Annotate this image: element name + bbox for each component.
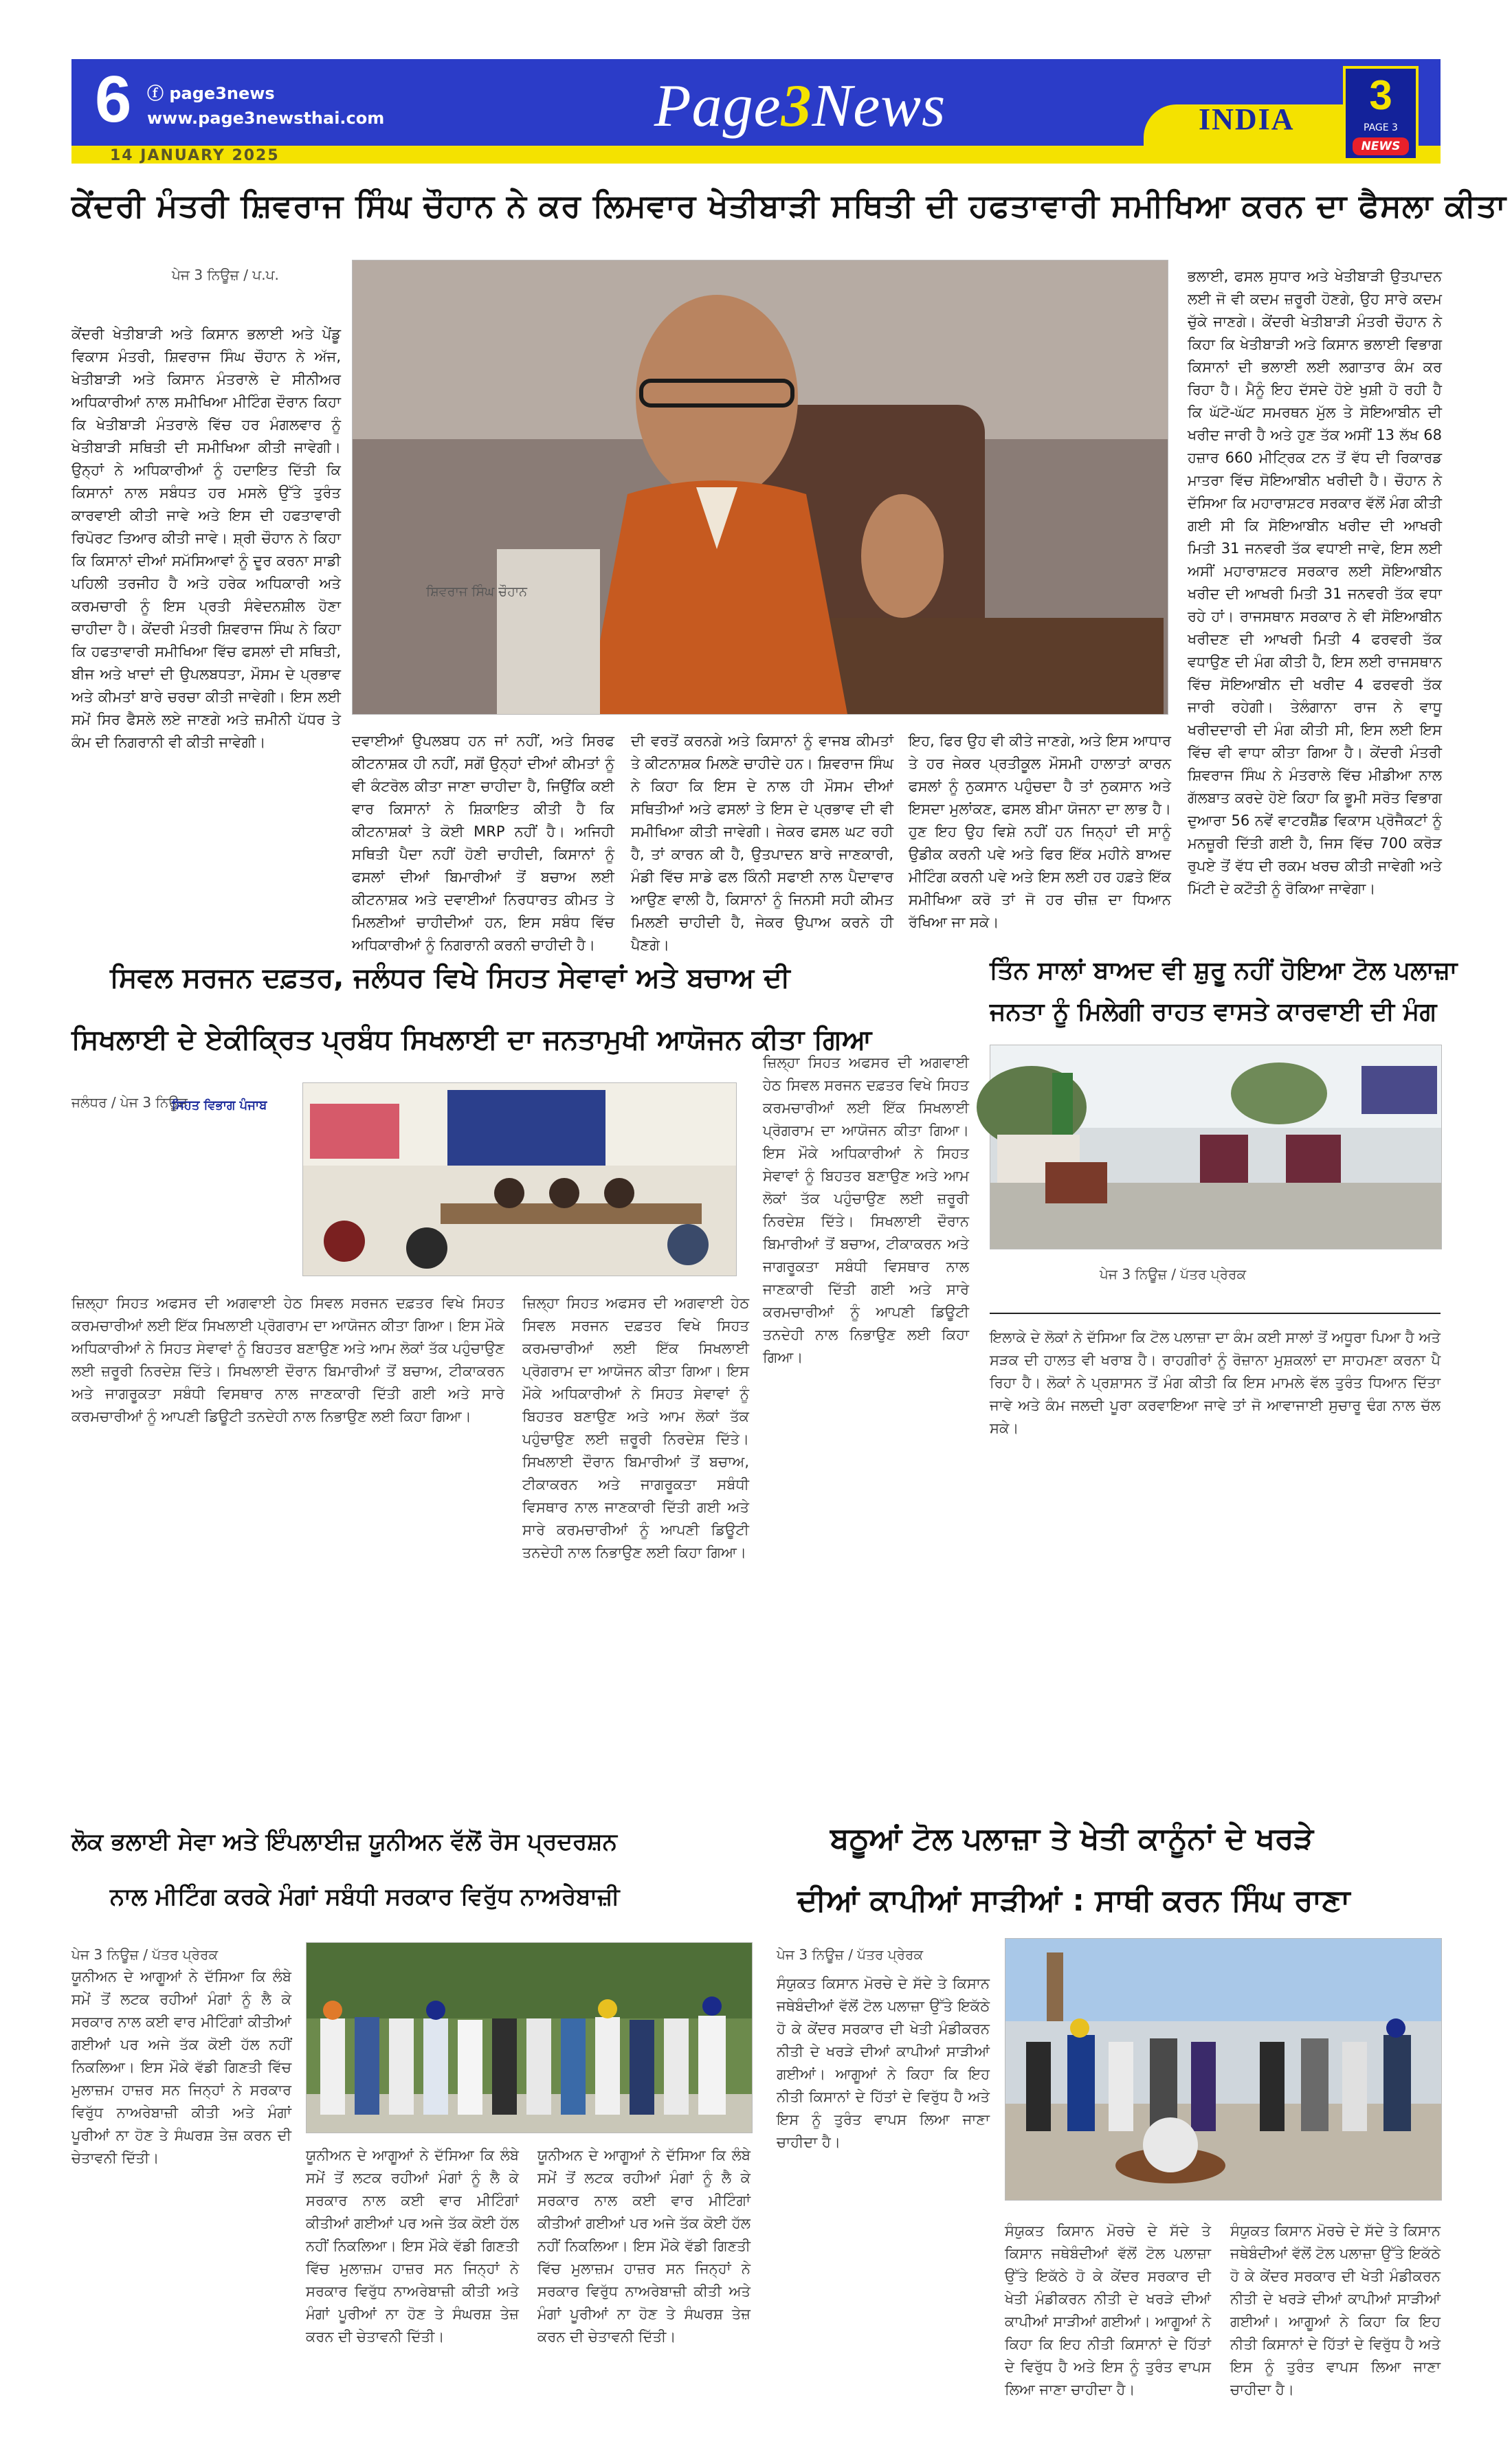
story-four-body-col3: ਯੂਨੀਅਨ ਦੇ ਆਗੂਆਂ ਨੇ ਦੱਸਿਆ ਕਿ ਲੰਬੇ ਸਮੇਂ ਤੋਂ ਲਟਕ ਰਹੀਆਂ ਮੰਗਾਂ ਨੂੰ ਲੈ ਕੇ ਸਰਕਾਰ ਨਾਲ ਕਈ ਵਾਰ ਮੀਟਿੰਗਾਂ ਕੀਤੀਆਂ ਗਈਆਂ ਪਰ ਅਜੇ ਤੱਕ ਕੋਈ ਹੱਲ ਨਹੀਂ ਨਿਕਲਿਆ। ਇਸ ਮੌਕੇ ਵੱਡੀ ਗਿਣਤੀ ਵਿੱਚ ਮੁਲਾਜ਼ਮ ਹਾਜ਼ਰ ਸਨ ਜਿਨ੍ਹਾਂ ਨੇ ਸਰਕਾਰ ਵਿਰੁੱਧ ਨਾਅਰੇਬਾਜ਼ੀ ਕੀਤੀ ਅਤੇ ਮੰਗਾਂ ਪੂਰੀਆਂ ਨਾ ਹੋਣ ਤੇ ਸੰਘਰਸ਼ ਤੇਜ਼ ਕਰਨ ਦੀ ਚੇਤਾਵਨੀ ਦਿੱਤੀ। — [537, 2147, 751, 2345]
masthead — [71, 59, 1441, 169]
facebook-icon: ⓕ — [147, 84, 170, 103]
story-two-banner-text: ਸਿਹਤ ਵਿਭਾਗ ਪੰਜਾਬ — [172, 1098, 267, 1113]
edition-label: INDIA — [1199, 102, 1295, 136]
main-col-5: ਭਲਾਈ, ਫਸਲ ਸੁਧਾਰ ਅਤੇ ਖੇਤੀਬਾੜੀ ਉਤਪਾਦਨ ਲਈ ਜੋ ਵੀ ਕਦਮ ਜ਼ਰੂਰੀ ਹੋਣਗੇ, ਉਹ ਸਾਰੇ ਕਦਮ ਚੁੱਕੇ ਜਾਣਗੇ। ਕੇਂਦਰੀ ਖੇਤੀਬਾੜੀ ਮੰਤਰੀ ਚੌਹਾਨ ਨੇ ਕਿਹਾ ਕਿ ਖੇਤੀਬਾੜੀ ਅਤੇ ਕਿਸਾਨ ਭਲਾਈ ਵਿਭਾਗ ਕਿਸਾਨਾਂ ਦੀ ਭਲਾਈ ਲਈ ਲਗਾਤਾਰ ਕੰਮ ਕਰ ਰਿਹਾ ਹੈ। ਮੈਨੂੰ ਇਹ ਦੱਸਦੇ ਹੋਏ ਖੁਸ਼ੀ ਹੋ ਰਹੀ ਹੈ ਕਿ ਘੱਟੋ-ਘੱਟ ਸਮਰਥਨ ਮੁੱਲ ਤੇ ਸੋਇਆਬੀਨ ਦੀ ਖਰੀਦ ਜਾਰੀ ਹੈ ਅਤੇ ਹੁਣ ਤੱਕ ਅਸੀਂ 13 ਲੱਖ 68 ਹਜ਼ਾਰ 660 ਮੀਟ੍ਰਿਕ ਟਨ ਤੋਂ ਵੱਧ ਦੀ ਰਿਕਾਰਡ ਮਾਤਰਾ ਵਿੱਚ ਸੋਇਆਬੀਨ ਖਰੀਦੀ ਹੈ। ਚੌਹਾਨ ਨੇ ਦੱਸਿਆ ਕਿ ਮਹਾਰਾਸ਼ਟਰ ਸਰਕਾਰ ਵੱਲੋਂ ਮੰਗ ਕੀਤੀ ਗਈ ਸੀ ਕਿ ਸੋਇਆਬੀਨ ਖਰੀਦ ਦੀ ਆਖਰੀ ਮਿਤੀ 31 ਜਨਵਰੀ ਤੱਕ ਵਧਾਈ ਜਾਵੇ, ਇਸ ਲਈ ਅਸੀਂ ਮਹਾਰਾਸ਼ਟਰ ਸਰਕਾਰ ਲਈ ਸੋਇਆਬੀਨ ਖਰੀਦ ਦੀ ਆਖਰੀ ਮਿਤੀ 31 ਜਨਵਰੀ ਤੱਕ ਵਧਾ ਰਹੇ ਹਾਂ। ਰਾਜਸਥਾਨ ਸਰਕਾਰ ਨੇ ਵੀ ਸੋਇਆਬੀਨ ਖਰੀਦਣ ਦੀ ਆਖਰੀ ਮਿਤੀ 4 ਫਰਵਰੀ ਤੱਕ ਵਧਾਉਣ ਦੀ ਮੰਗ ਕੀਤੀ ਹੈ, ਇਸ ਲਈ ਰਾਜਸਥਾਨ ਵਿੱਚ ਸੋਇਆਬੀਨ ਦੀ ਖਰੀਦ 4 ਫਰਵਰੀ ਤੱਕ ਜਾਰੀ ਰਹੇਗੀ। ਤੇਲੰਗਾਨਾ ਰਾਜ ਨੇ ਵਾਧੂ ਖਰੀਦਦਾਰੀ ਦੀ ਮੰਗ ਕੀਤੀ ਸੀ, ਇਸ ਲਈ ਇਸ ਵਿੱਚ ਵੀ ਵਾਧਾ ਕੀਤਾ ਗਿਆ ਹੈ। ਕੇਂਦਰੀ ਮੰਤਰੀ ਸ਼ਿਵਰਾਜ ਸਿੰਘ ਨੇ ਮੰਤਰਾਲੇ ਵਿੱਚ ਮੀਡੀਆ ਨਾਲ ਗੱਲਬਾਤ ਕਰਦੇ ਹੋਏ ਕਿਹਾ ਕਿ ਭੂਮੀ ਸਰੋਤ ਵਿਭਾਗ ਦੁਆਰਾ 56 ਨਵੇਂ ਵਾਟਰਸ਼ੈੱਡ ਵਿਕਾਸ ਪ੍ਰੋਜੈਕਟਾਂ ਨੂੰ ਮਨਜ਼ੂਰੀ ਦਿੱਤੀ ਗਈ ਹੈ, ਜਿਸ ਵਿੱਚ 700 ਕਰੋੜ ਰੁਪਏ ਤੋਂ ਵੱਧ ਦੀ ਰਕਮ ਖਰਚ ਕੀਤੀ ਜਾਵੇਗੀ ਅਤੇ ਮਿੱਟੀ ਦੇ ਕਟੌਤੀ ਨੂੰ ਰੋਕਿਆ ਜਾਵੇਗਾ। — [1188, 268, 1442, 897]
main-col-1: ਕੇਂਦਰੀ ਖੇਤੀਬਾੜੀ ਅਤੇ ਕਿਸਾਨ ਭਲਾਈ ਅਤੇ ਪੇਂਡੂ ਵਿਕਾਸ ਮੰਤਰੀ, ਸ਼ਿਵਰਾਜ ਸਿੰਘ ਚੌਹਾਨ ਨੇ ਅੱਜ, ਖੇਤੀਬਾੜੀ ਅਤੇ ਕਿਸਾਨ ਮੰਤਰਾਲੇ ਦੇ ਸੀਨੀਅਰ ਅਧਿਕਾਰੀਆਂ ਨਾਲ ਸਮੀਖਿਆ ਮੀਟਿੰਗ ਦੌਰਾਨ ਕਿਹਾ ਕਿ ਖੇਤੀਬਾੜੀ ਮੰਤਰਾਲੇ ਵਿੱਚ ਹਰ ਮੰਗਲਵਾਰ ਨੂੰ ਖੇਤੀਬਾੜੀ ਸਥਿਤੀ ਦੀ ਸਮੀਖਿਆ ਕੀਤੀ ਜਾਵੇਗੀ। ਉਨ੍ਹਾਂ ਨੇ ਅਧਿਕਾਰੀਆਂ ਨੂੰ ਹਦਾਇਤ ਦਿੱਤੀ ਕਿ ਕਿਸਾਨਾਂ ਨਾਲ ਸਬੰਧਤ ਹਰ ਮਸਲੇ ਉੱਤੇ ਤੁਰੰਤ ਕਾਰਵਾਈ ਕੀਤੀ ਜਾਵੇ ਅਤੇ ਇਸ ਦੀ ਹਫਤਾਵਾਰੀ ਰਿਪੋਰਟ ਤਿਆਰ ਕੀਤੀ ਜਾਵੇ। ਸ਼੍ਰੀ ਚੌਹਾਨ ਨੇ ਕਿਹਾ ਕਿ ਕਿਸਾਨਾਂ ਦੀਆਂ ਸਮੱਸਿਆਵਾਂ ਨੂੰ ਦੂਰ ਕਰਨਾ ਸਾਡੀ ਪਹਿਲੀ ਤਰਜੀਹ ਹੈ ਅਤੇ ਹਰੇਕ ਅਧਿਕਾਰੀ ਅਤੇ ਕਰਮਚਾਰੀ ਨੂੰ ਇਸ ਪ੍ਰਤੀ ਸੰਵੇਦਨਸ਼ੀਲ ਹੋਣਾ ਚਾਹੀਦਾ ਹੈ। ਕੇਂਦਰੀ ਮੰਤਰੀ ਸ਼ਿਵਰਾਜ ਸਿੰਘ ਨੇ ਕਿਹਾ ਕਿ ਹਫਤਾਵਾਰੀ ਸਮੀਖਿਆ ਵਿੱਚ ਫਸਲਾਂ ਦੀ ਸਥਿਤੀ, ਬੀਜ ਅਤੇ ਖਾਦਾਂ ਦੀ ਉਪਲਬਧਤਾ, ਮੌਸਮ ਦੇ ਪ੍ਰਭਾਵ ਅਤੇ ਕੀਮਤਾਂ ਬਾਰੇ ਚਰਚਾ ਕੀਤੀ ਜਾਵੇਗੀ। ਇਸ ਲਈ ਸਮੇਂ ਸਿਰ ਫੈਸਲੇ ਲਏ ਜਾਣਗੇ ਅਤੇ ਜ਼ਮੀਨੀ ਪੱਧਰ ਤੇ ਕੰਮ ਦੀ ਨਿਗਰਾਨੀ ਵੀ ਕੀਤੀ ਜਾਵੇਗੀ। — [71, 326, 341, 750]
story-four-headline-2: ਨਾਲ ਮੀਟਿੰਗ ਕਰਕੇ ਮੰਗਾਂ ਸਬੰਧੀ ਸਰਕਾਰ ਵਿਰੁੱਧ ਨਾਅਰੇਬਾਜ਼ੀ — [110, 1883, 620, 1911]
story-two-headline-2: ਸਿਖਲਾਈ ਦੇ ਏਕੀਕ੍ਰਿਤ ਪ੍ਰਬੰਧ ਸਿਖਲਾਈ ਦਾ ਜਨਤਾਮੁਖੀ ਆਯੋਜਨ ਕੀਤਾ ਗਿਆ — [71, 1024, 872, 1056]
story-two-byline: ਜਲੰਧਰ / ਪੇਜ 3 ਨਿਊਜ਼ — [71, 1094, 188, 1111]
logo-news-tag: NEWS — [1353, 137, 1409, 155]
story-two-body-continued: ਜ਼ਿਲ੍ਹਾ ਸਿਹਤ ਅਫਸਰ ਦੀ ਅਗਵਾਈ ਹੇਠ ਸਿਵਲ ਸਰਜਨ ਦਫ਼ਤਰ ਵਿਖੇ ਸਿਹਤ ਕਰਮਚਾਰੀਆਂ ਲਈ ਇੱਕ ਸਿਖਲਾਈ ਪ੍ਰੋਗਰਾਮ ਦਾ ਆਯੋਜਨ ਕੀਤਾ ਗਿਆ। ਇਸ ਮੌਕੇ ਅਧਿਕਾਰੀਆਂ ਨੇ ਸਿਹਤ ਸੇਵਾਵਾਂ ਨੂੰ ਬਿਹਤਰ ਬਣਾਉਣ ਅਤੇ ਆਮ ਲੋਕਾਂ ਤੱਕ ਪਹੁੰਚਾਉਣ ਲਈ ਜ਼ਰੂਰੀ ਨਿਰਦੇਸ਼ ਦਿੱਤੇ। ਸਿਖਲਾਈ ਦੌਰਾਨ ਬਿਮਾਰੀਆਂ ਤੋਂ ਬਚਾਅ, ਟੀਕਾਕਰਨ ਅਤੇ ਜਾਗਰੂਕਤਾ ਸਬੰਧੀ ਵਿਸਥਾਰ ਨਾਲ ਜਾਣਕਾਰੀ ਦਿੱਤੀ ਗਈ ਅਤੇ ਸਾਰੇ ਕਰਮਚਾਰੀਆਂ ਨੂੰ ਆਪਣੀ ਡਿਊਟੀ ਤਨਦੇਹੀ ਨਾਲ ਨਿਭਾਉਣ ਲਈ ਕਿਹਾ ਗਿਆ। — [522, 1295, 749, 1561]
story-two-photo — [302, 1082, 737, 1276]
story-five-byline: ਪੇਜ 3 ਨਿਊਜ਼ / ਪੱਤਰ ਪ੍ਰੇਰਕ — [777, 1946, 924, 1963]
main-photo — [352, 260, 1168, 715]
story-two-body: ਜ਼ਿਲ੍ਹਾ ਸਿਹਤ ਅਫਸਰ ਦੀ ਅਗਵਾਈ ਹੇਠ ਸਿਵਲ ਸਰਜਨ ਦਫ਼ਤਰ ਵਿਖੇ ਸਿਹਤ ਕਰਮਚਾਰੀਆਂ ਲਈ ਇੱਕ ਸਿਖਲਾਈ ਪ੍ਰੋਗਰਾਮ ਦਾ ਆਯੋਜਨ ਕੀਤਾ ਗਿਆ। ਇਸ ਮੌਕੇ ਅਧਿਕਾਰੀਆਂ ਨੇ ਸਿਹਤ ਸੇਵਾਵਾਂ ਨੂੰ ਬਿਹਤਰ ਬਣਾਉਣ ਅਤੇ ਆਮ ਲੋਕਾਂ ਤੱਕ ਪਹੁੰਚਾਉਣ ਲਈ ਜ਼ਰੂਰੀ ਨਿਰਦੇਸ਼ ਦਿੱਤੇ। ਸਿਖਲਾਈ ਦੌਰਾਨ ਬਿਮਾਰੀਆਂ ਤੋਂ ਬਚਾਅ, ਟੀਕਾਕਰਨ ਅਤੇ ਜਾਗਰੂਕਤਾ ਸਬੰਧੀ ਵਿਸਥਾਰ ਨਾਲ ਜਾਣਕਾਰੀ ਦਿੱਤੀ ਗਈ ਅਤੇ ਸਾਰੇ ਕਰਮਚਾਰੀਆਂ ਨੂੰ ਆਪਣੀ ਡਿਊਟੀ ਤਨਦੇਹੀ ਨਾਲ ਨਿਭਾਉਣ ਲਈ ਕਿਹਾ ਗਿਆ। — [71, 1295, 504, 1425]
story-four-photo — [306, 1942, 753, 2133]
main-headline: ਕੇਂਦਰੀ ਮੰਤਰੀ ਸ਼ਿਵਰਾਜ ਸਿੰਘ ਚੌਹਾਨ ਨੇ ਕਰ ਲਿਮਵਾਰ ਖੇਤੀਬਾੜੀ ਸਥਿਤੀ ਦੀ ਹਫਤਾਵਾਰੀ ਸਮੀਖਿਆ ਕਰਨ ਦਾ ਫੈਸਲਾ ਕੀਤਾ — [71, 187, 1507, 224]
story-four-headline-1: ਲੋਕ ਭਲਾਈ ਸੇਵਾ ਅਤੇ ਇੰਪਲਾਈਜ਼ ਯੂਨੀਅਨ ਵੱਲੋਂ ਰੋਸ ਪ੍ਰਦਰਸ਼ਨ — [71, 1828, 617, 1856]
story-five-headline-1: ਬਠੂਆਂ ਟੋਲ ਪਲਾਜ਼ਾ ਤੇ ਖੇਤੀ ਕਾਨੂੰਨਾਂ ਦੇ ਖਰੜੇ — [830, 1821, 1314, 1856]
story-three-headline-2: ਜਨਤਾ ਨੂੰ ਮਿਲੇਗੀ ਰਾਹਤ ਵਾਸਤੇ ਕਾਰਵਾਈ ਦੀ ਮੰਗ — [990, 998, 1437, 1026]
story-five-body: ਸੰਯੁਕਤ ਕਿਸਾਨ ਮੋਰਚੇ ਦੇ ਸੱਦੇ ਤੇ ਕਿਸਾਨ ਜਥੇਬੰਦੀਆਂ ਵੱਲੋਂ ਟੋਲ ਪਲਾਜ਼ਾ ਉੱਤੇ ਇਕੱਠੇ ਹੋ ਕੇ ਕੇਂਦਰ ਸਰਕਾਰ ਦੀ ਖੇਤੀ ਮੰਡੀਕਰਨ ਨੀਤੀ ਦੇ ਖਰੜੇ ਦੀਆਂ ਕਾਪੀਆਂ ਸਾੜੀਆਂ ਗਈਆਂ। ਆਗੂਆਂ ਨੇ ਕਿਹਾ ਕਿ ਇਹ ਨੀਤੀ ਕਿਸਾਨਾਂ ਦੇ ਹਿੱਤਾਂ ਦੇ ਵਿਰੁੱਧ ਹੈ ਅਤੇ ਇਸ ਨੂੰ ਤੁਰੰਤ ਵਾਪਸ ਲਿਆ ਜਾਣਾ ਚਾਹੀਦਾ ਹੈ। — [777, 1975, 990, 2150]
story-two-headline-1: ਸਿਵਲ ਸਰਜਨ ਦਫ਼ਤਰ, ਜਲੰਧਰ ਵਿਖੇ ਸਿਹਤ ਸੇਵਾਵਾਂ ਅਤੇ ਬਚਾਅ ਦੀ — [110, 962, 790, 994]
story-five-photo — [1005, 1938, 1442, 2201]
story-five-headline-2: ਦੀਆਂ ਕਾਪੀਆਂ ਸਾੜੀਆਂ : ਸਾਥੀ ਕਰਨ ਸਿੰਘ ਰਾਣਾ — [797, 1883, 1350, 1918]
newspaper-brand: Page3News — [654, 73, 946, 140]
toll-plaza-image — [990, 1045, 1441, 1249]
logo-number: 3 — [1369, 72, 1392, 118]
farmers-protest-image — [1005, 1939, 1441, 2200]
story-three-byline: ਪੇਜ 3 ਨਿਊਜ਼ / ਪੱਤਰ ਪ੍ਰੇਰਕ — [1100, 1266, 1247, 1282]
story-two-body-col3: ਜ਼ਿਲ੍ਹਾ ਸਿਹਤ ਅਫਸਰ ਦੀ ਅਗਵਾਈ ਹੇਠ ਸਿਵਲ ਸਰਜਨ ਦਫ਼ਤਰ ਵਿਖੇ ਸਿਹਤ ਕਰਮਚਾਰੀਆਂ ਲਈ ਇੱਕ ਸਿਖਲਾਈ ਪ੍ਰੋਗਰਾਮ ਦਾ ਆਯੋਜਨ ਕੀਤਾ ਗਿਆ। ਇਸ ਮੌਕੇ ਅਧਿਕਾਰੀਆਂ ਨੇ ਸਿਹਤ ਸੇਵਾਵਾਂ ਨੂੰ ਬਿਹਤਰ ਬਣਾਉਣ ਅਤੇ ਆਮ ਲੋਕਾਂ ਤੱਕ ਪਹੁੰਚਾਉਣ ਲਈ ਜ਼ਰੂਰੀ ਨਿਰਦੇਸ਼ ਦਿੱਤੇ। ਸਿਖਲਾਈ ਦੌਰਾਨ ਬਿਮਾਰੀਆਂ ਤੋਂ ਬਚਾਅ, ਟੀਕਾਕਰਨ ਅਤੇ ਜਾਗਰੂਕਤਾ ਸਬੰਧੀ ਵਿਸਥਾਰ ਨਾਲ ਜਾਣਕਾਰੀ ਦਿੱਤੀ ਗਈ ਅਤੇ ਸਾਰੇ ਕਰਮਚਾਰੀਆਂ ਨੂੰ ਆਪਣੀ ਡਿਊਟੀ ਤਨਦੇਹੀ ਨਾਲ ਨਿਭਾਉਣ ਲਈ ਕਿਹਾ ਗਿਆ। — [763, 1054, 969, 1366]
story-four-body: ਯੂਨੀਅਨ ਦੇ ਆਗੂਆਂ ਨੇ ਦੱਸਿਆ ਕਿ ਲੰਬੇ ਸਮੇਂ ਤੋਂ ਲਟਕ ਰਹੀਆਂ ਮੰਗਾਂ ਨੂੰ ਲੈ ਕੇ ਸਰਕਾਰ ਨਾਲ ਕਈ ਵਾਰ ਮੀਟਿੰਗਾਂ ਕੀਤੀਆਂ ਗਈਆਂ ਪਰ ਅਜੇ ਤੱਕ ਕੋਈ ਹੱਲ ਨਹੀਂ ਨਿਕਲਿਆ। ਇਸ ਮੌਕੇ ਵੱਡੀ ਗਿਣਤੀ ਵਿੱਚ ਮੁਲਾਜ਼ਮ ਹਾਜ਼ਰ ਸਨ ਜਿਨ੍ਹਾਂ ਨੇ ਸਰਕਾਰ ਵਿਰੁੱਧ ਨਾਅਰੇਬਾਜ਼ੀ ਕੀਤੀ ਅਤੇ ਮੰਗਾਂ ਪੂਰੀਆਂ ਨਾ ਹੋਣ ਤੇ ਸੰਘਰਸ਼ ਤੇਜ਼ ਕਰਨ ਦੀ ਚੇਤਾਵਨੀ ਦਿੱਤੀ। — [71, 1968, 291, 2166]
social-handle[interactable]: ⓕ page3news — [147, 84, 275, 103]
minister-portrait-image — [353, 260, 1168, 714]
story-three-body: ਇਲਾਕੇ ਦੇ ਲੋਕਾਂ ਨੇ ਦੱਸਿਆ ਕਿ ਟੋਲ ਪਲਾਜ਼ਾ ਦਾ ਕੰਮ ਕਈ ਸਾਲਾਂ ਤੋਂ ਅਧੂਰਾ ਪਿਆ ਹੈ ਅਤੇ ਸੜਕ ਦੀ ਹਾਲਤ ਵੀ ਖਰਾਬ ਹੈ। ਰਾਹਗੀਰਾਂ ਨੂੰ ਰੋਜ਼ਾਨਾ ਮੁਸ਼ਕਲਾਂ ਦਾ ਸਾਹਮਣਾ ਕਰਨਾ ਪੈ ਰਿਹਾ ਹੈ। ਲੋਕਾਂ ਨੇ ਪ੍ਰਸ਼ਾਸਨ ਤੋਂ ਮੰਗ ਕੀਤੀ ਕਿ ਇਸ ਮਾਮਲੇ ਵੱਲ ਤੁਰੰਤ ਧਿਆਨ ਦਿੱਤਾ ਜਾਵੇ ਅਤੇ ਕੰਮ ਜਲਦੀ ਪੂਰਾ ਕਰਵਾਇਆ ਜਾਵੇ ਤਾਂ ਜੋ ਆਵਾਜਾਈ ਸੁਚਾਰੂ ਢੰਗ ਨਾਲ ਚੱਲ ਸਕੇ। — [990, 1329, 1441, 1436]
story-five-body-col3: ਸੰਯੁਕਤ ਕਿਸਾਨ ਮੋਰਚੇ ਦੇ ਸੱਦੇ ਤੇ ਕਿਸਾਨ ਜਥੇਬੰਦੀਆਂ ਵੱਲੋਂ ਟੋਲ ਪਲਾਜ਼ਾ ਉੱਤੇ ਇਕੱਠੇ ਹੋ ਕੇ ਕੇਂਦਰ ਸਰਕਾਰ ਦੀ ਖੇਤੀ ਮੰਡੀਕਰਨ ਨੀਤੀ ਦੇ ਖਰੜੇ ਦੀਆਂ ਕਾਪੀਆਂ ਸਾੜੀਆਂ ਗਈਆਂ। ਆਗੂਆਂ ਨੇ ਕਿਹਾ ਕਿ ਇਹ ਨੀਤੀ ਕਿਸਾਨਾਂ ਦੇ ਹਿੱਤਾਂ ਦੇ ਵਿਰੁੱਧ ਹੈ ਅਤੇ ਇਸ ਨੂੰ ਤੁਰੰਤ ਵਾਪਸ ਲਿਆ ਜਾਣਾ ਚਾਹੀਦਾ ਹੈ। — [1230, 2223, 1441, 2398]
website-link[interactable]: www.page3newsthai.com — [147, 109, 385, 128]
story-three-headline-1: ਤਿੰਨ ਸਾਲਾਂ ਬਾਅਦ ਵੀ ਸ਼ੁਰੂ ਨਹੀਂ ਹੋਇਆ ਟੋਲ ਪਲਾਜ਼ਾ — [990, 957, 1458, 985]
main-byline: ਪੇਜ 3 ਨਿਊਜ਼ / ਪ.ਪ. — [172, 267, 279, 283]
story-four-byline: ਪੇਜ 3 ਨਿਊਜ਼ / ਪੱਤਰ ਪ੍ਰੇਰਕ — [71, 1946, 219, 1963]
main-col-2: ਦਵਾਈਆਂ ਉਪਲਬਧ ਹਨ ਜਾਂ ਨਹੀਂ, ਅਤੇ ਸਿਰਫ ਕੀਟਨਾਸ਼ਕ ਹੀ ਨਹੀਂ, ਸਗੋਂ ਉਨ੍ਹਾਂ ਦੀਆਂ ਕੀਮਤਾਂ ਨੂੰ ਵੀ ਕੰਟਰੋਲ ਕੀਤਾ ਜਾਣਾ ਚਾਹੀਦਾ ਹੈ, ਜਿਉਂਕਿ ਕਈ ਵਾਰ ਕਿਸਾਨਾਂ ਨੇ ਸ਼ਿਕਾਇਤ ਕੀਤੀ ਹੈ ਕਿ ਕੀਟਨਾਸ਼ਕਾਂ ਤੇ ਕੋਈ MRP ਨਹੀਂ ਹੈ। ਅਜਿਹੀ ਸਥਿਤੀ ਪੈਦਾ ਨਹੀਂ ਹੋਣੀ ਚਾਹੀਦੀ, ਕਿਸਾਨਾਂ ਨੂੰ ਫਸਲਾਂ ਦੀਆਂ ਬਿਮਾਰੀਆਂ ਤੋਂ ਬਚਾਅ ਲਈ ਕੀਟਨਾਸ਼ਕ ਅਤੇ ਦਵਾਈਆਂ ਨਿਰਧਾਰਤ ਕੀਮਤ ਤੇ ਮਿਲਣੀਆਂ ਚਾਹੀਦੀਆਂ ਹਨ, ਇਸ ਸਬੰਧ ਵਿੱਚ ਅਧਿਕਾਰੀਆਂ ਨੂੰ ਨਿਗਰਾਨੀ ਕਰਨੀ ਚਾਹੀਦੀ ਹੈ। — [352, 733, 614, 953]
issue-date: 14 JANUARY 2025 — [110, 147, 280, 164]
main-col-4: ਇਹ, ਫਿਰ ਉਹ ਵੀ ਕੀਤੇ ਜਾਣਗੇ, ਅਤੇ ਇਸ ਆਧਾਰ ਤੇ ਹਰ ਜੇਕਰ ਪ੍ਰਤੀਕੂਲ ਮੌਸਮੀ ਹਾਲਾਤਾਂ ਕਾਰਨ ਫਸਲਾਂ ਨੂੰ ਨੁਕਸਾਨ ਪਹੁੰਚਦਾ ਹੈ ਤਾਂ ਨੁਕਸਾਨ ਅਤੇ ਇਸਦਾ ਮੁਲਾਂਕਣ, ਫਸਲ ਬੀਮਾ ਯੋਜਨਾ ਦਾ ਲਾਭ ਹੈ। ਹੁਣ ਇਹ ਉਹ ਵਿਸ਼ੇ ਨਹੀਂ ਹਨ ਜਿਨ੍ਹਾਂ ਦੀ ਸਾਨੂੰ ਉਡੀਕ ਕਰਨੀ ਪਵੇ ਅਤੇ ਫਿਰ ਇੱਕ ਮਹੀਨੇ ਬਾਅਦ ਮੀਟਿੰਗ ਕਰਨੀ ਪਵੇ ਅਤੇ ਇਸ ਲਈ ਹਰ ਹਫ਼ਤੇ ਇੱਕ ਸਮੀਖਿਆ ਕਰੋ ਤਾਂ ਜੋ ਹਰ ਚੀਜ਼ ਦਾ ਧਿਆਨ ਰੱਖਿਆ ਜਾ ਸਕੇ। — [909, 733, 1171, 931]
story-four-body-col2: ਯੂਨੀਅਨ ਦੇ ਆਗੂਆਂ ਨੇ ਦੱਸਿਆ ਕਿ ਲੰਬੇ ਸਮੇਂ ਤੋਂ ਲਟਕ ਰਹੀਆਂ ਮੰਗਾਂ ਨੂੰ ਲੈ ਕੇ ਸਰਕਾਰ ਨਾਲ ਕਈ ਵਾਰ ਮੀਟਿੰਗਾਂ ਕੀਤੀਆਂ ਗਈਆਂ ਪਰ ਅਜੇ ਤੱਕ ਕੋਈ ਹੱਲ ਨਹੀਂ ਨਿਕਲਿਆ। ਇਸ ਮੌਕੇ ਵੱਡੀ ਗਿਣਤੀ ਵਿੱਚ ਮੁਲਾਜ਼ਮ ਹਾਜ਼ਰ ਸਨ ਜਿਨ੍ਹਾਂ ਨੇ ਸਰਕਾਰ ਵਿਰੁੱਧ ਨਾਅਰੇਬਾਜ਼ੀ ਕੀਤੀ ਅਤੇ ਮੰਗਾਂ ਪੂਰੀਆਂ ਨਾ ਹੋਣ ਤੇ ਸੰਘਰਸ਼ ਤੇਜ਼ ਕਰਨ ਦੀ ਚੇਤਾਵਨੀ ਦਿੱਤੀ। — [306, 2147, 519, 2345]
union-protest-image — [307, 1943, 752, 2133]
training-event-image — [303, 1083, 736, 1276]
brand-logo — [1343, 66, 1419, 161]
story-five-body-col2: ਸੰਯੁਕਤ ਕਿਸਾਨ ਮੋਰਚੇ ਦੇ ਸੱਦੇ ਤੇ ਕਿਸਾਨ ਜਥੇਬੰਦੀਆਂ ਵੱਲੋਂ ਟੋਲ ਪਲਾਜ਼ਾ ਉੱਤੇ ਇਕੱਠੇ ਹੋ ਕੇ ਕੇਂਦਰ ਸਰਕਾਰ ਦੀ ਖੇਤੀ ਮੰਡੀਕਰਨ ਨੀਤੀ ਦੇ ਖਰੜੇ ਦੀਆਂ ਕਾਪੀਆਂ ਸਾੜੀਆਂ ਗਈਆਂ। ਆਗੂਆਂ ਨੇ ਕਿਹਾ ਕਿ ਇਹ ਨੀਤੀ ਕਿਸਾਨਾਂ ਦੇ ਹਿੱਤਾਂ ਦੇ ਵਿਰੁੱਧ ਹੈ ਅਤੇ ਇਸ ਨੂੰ ਤੁਰੰਤ ਵਾਪਸ ਲਿਆ ਜਾਣਾ ਚਾਹੀਦਾ ਹੈ। — [1005, 2223, 1211, 2398]
story-three-rule — [990, 1313, 1441, 1314]
main-photo-caption: ਸ਼ਿਵਰਾਜ ਸਿੰਘ ਚੌਹਾਨ — [426, 584, 528, 599]
logo-text: PAGE 3 — [1364, 122, 1398, 133]
main-col-3: ਦੀ ਵਰਤੋਂ ਕਰਨਗੇ ਅਤੇ ਕਿਸਾਨਾਂ ਨੂੰ ਵਾਜਬ ਕੀਮਤਾਂ ਤੇ ਕੀਟਨਾਸ਼ਕ ਮਿਲਣੇ ਚਾਹੀਦੇ ਹਨ। ਸ਼ਿਵਰਾਜ ਸਿੰਘ ਨੇ ਕਿਹਾ ਕਿ ਇਸ ਦੇ ਨਾਲ ਹੀ ਮੌਸਮ ਦੀਆਂ ਸਥਿਤੀਆਂ ਅਤੇ ਫਸਲਾਂ ਤੇ ਇਸ ਦੇ ਪ੍ਰਭਾਵ ਦੀ ਵੀ ਸਮੀਖਿਆ ਕੀਤੀ ਜਾਵੇਗੀ। ਜੇਕਰ ਫਸਲ ਘਟ ਰਹੀ ਹੈ, ਤਾਂ ਕਾਰਨ ਕੀ ਹੈ, ਉਤਪਾਦਨ ਬਾਰੇ ਜਾਣਕਾਰੀ, ਮੰਡੀ ਵਿੱਚ ਸਾਡੇ ਫਲ ਕਿੰਨੀ ਸਫਾਈ ਨਾਲ ਪੈਦਾਵਾਰ ਆਉਣ ਵਾਲੀ ਹੈ, ਕਿਸਾਨਾਂ ਨੂੰ ਜਿਨਸੀ ਸਹੀ ਕੀਮਤ ਮਿਲਣੀ ਚਾਹੀਦੀ ਹੈ, ਜੇਕਰ ਉਪਾਅ ਕਰਨੇ ਹੀ ਪੈਣਗੇ। — [631, 733, 893, 953]
page-number: 6 — [95, 63, 132, 136]
story-three-photo — [990, 1045, 1442, 1249]
